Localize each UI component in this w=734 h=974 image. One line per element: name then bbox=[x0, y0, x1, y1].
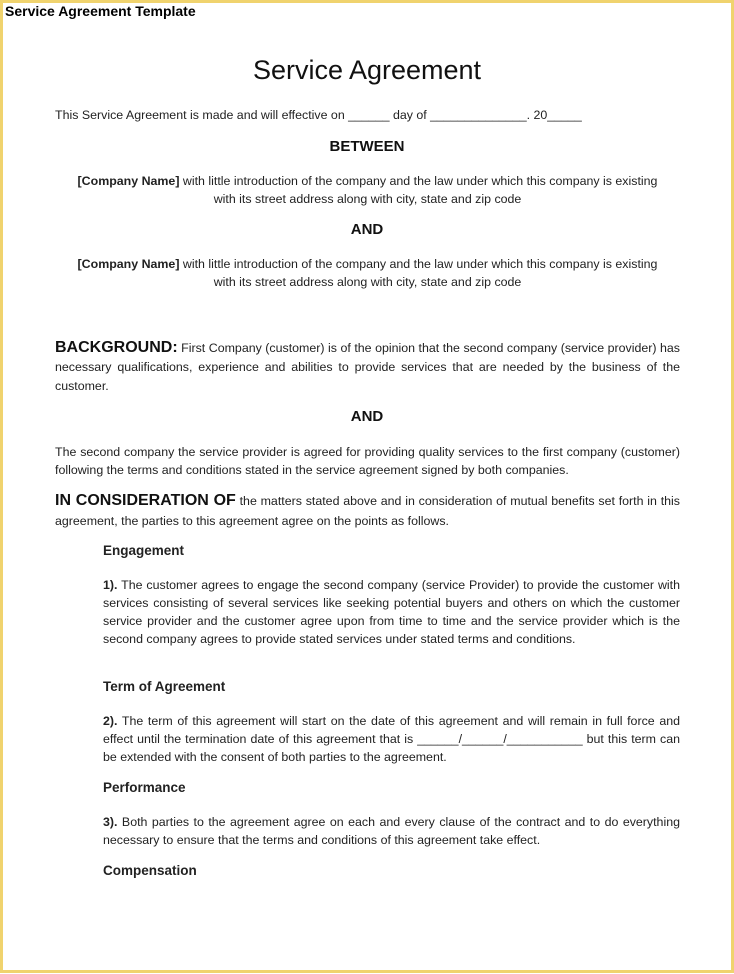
term-clause bbox=[103, 712, 680, 766]
performance-heading: Performance bbox=[103, 780, 186, 795]
clause-number: 3). bbox=[103, 815, 118, 829]
clause-number: 2). bbox=[103, 714, 118, 728]
consideration-lead: IN CONSIDERATION OF bbox=[55, 492, 236, 509]
performance-clause bbox=[103, 813, 680, 849]
intro-line: This Service Agreement is made and will effective on ______ day of ______________. 20_____ bbox=[55, 108, 582, 122]
template-label: Service Agreement Template bbox=[5, 3, 196, 19]
party-two-description: with little introduction of the company and the law under which this company is existing bbox=[179, 257, 658, 271]
compensation-heading: Compensation bbox=[103, 863, 197, 878]
engagement-heading: Engagement bbox=[103, 543, 185, 558]
engagement-clause bbox=[103, 576, 680, 648]
engagement-text: The customer agrees to engage the second company (service Provider) to provide the customer with services consisting of several services like seeking potential buyers and others on which the customer service provider and the customer agree upon from time to time and the service provider which is the second company agrees to provide stated services under stated terms and conditions. bbox=[103, 578, 680, 646]
consideration-text: the matters stated above and in consideration of mutual benefits set forth in this agreement, the parties to this agreement agree on the points as follows. bbox=[55, 494, 680, 528]
background-paragraph bbox=[55, 338, 680, 396]
party-two-block bbox=[55, 255, 680, 291]
term-text: The term of this agreement will start on the date of this agreement and will remain in full force and effect until the termination date of this agreement that is ______/______/___________ but this term can be extended with the consent of both parties to the agreement. bbox=[103, 714, 680, 764]
document-title: Service Agreement bbox=[252, 55, 482, 85]
clause-number: 1). bbox=[103, 578, 118, 592]
party-one-address: with its street address along with city, state and zip code bbox=[213, 192, 522, 206]
between-heading: BETWEEN bbox=[329, 138, 405, 155]
consideration-paragraph bbox=[55, 491, 680, 531]
party-one-block bbox=[55, 172, 680, 208]
party-two-address: with its street address along with city, state and zip code bbox=[213, 275, 522, 289]
party-one-name: [Company Name] bbox=[77, 174, 180, 188]
second-company-paragraph: The second company the service provider is agreed for providing quality services to the first company (customer) following the terms and conditions stated in the service agreement signed by both companies. bbox=[55, 445, 680, 477]
background-lead: BACKGROUND: bbox=[55, 339, 178, 356]
party-one-description: with little introduction of the company and the law under which this company is existing bbox=[179, 174, 658, 188]
and-heading-1: AND bbox=[350, 221, 384, 238]
and-heading-2: AND bbox=[350, 408, 384, 425]
term-heading: Term of Agreement bbox=[103, 679, 226, 694]
background-text: First Company (customer) is of the opinion that the second company (service provider) has necessary qualifications, experience and abilities to provide services that are needed by the business of the customer. bbox=[55, 341, 680, 393]
performance-text: Both parties to the agreement agree on each and every clause of the contract and to do everything necessary to ensure that the terms and conditions of this agreement take effect. bbox=[103, 815, 680, 847]
party-two-name: [Company Name] bbox=[77, 257, 180, 271]
